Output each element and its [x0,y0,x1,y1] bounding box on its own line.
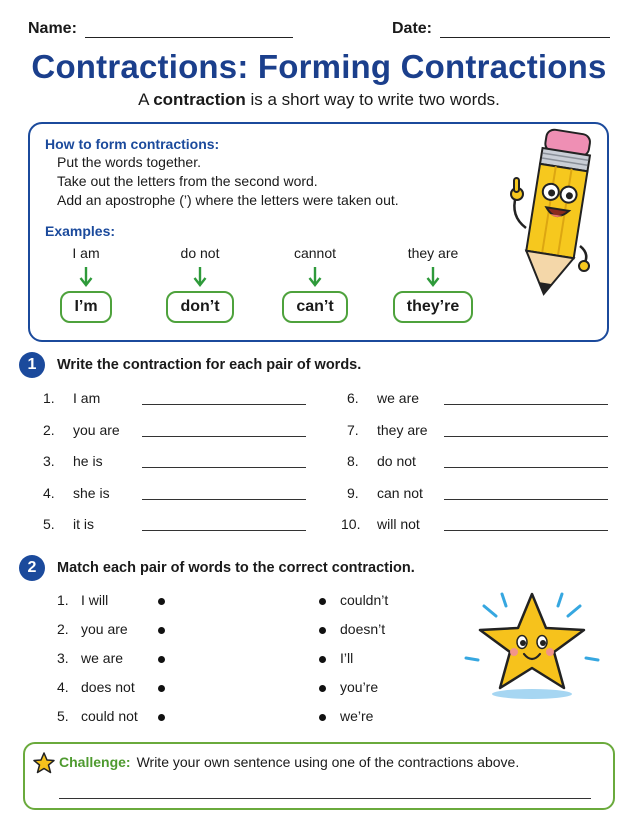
challenge-text [59,754,519,770]
example-words: I am [72,245,100,261]
question-number: 4. [43,485,55,501]
example-contraction: I’m [60,291,111,323]
match-words: I will [81,592,109,608]
question-words: it is [73,516,94,532]
question-words: I am [73,390,101,406]
match-dot-left[interactable] [158,598,165,605]
question-words: he is [73,453,103,469]
question-item [341,515,447,533]
match-words: we are [81,650,124,666]
question-number: 2. [43,422,55,438]
example-contraction: they’re [393,291,473,323]
answer-line[interactable] [444,499,608,500]
down-arrow-icon [426,266,440,288]
how-to-step: Put the words together. [57,154,201,170]
how-to-steps [57,153,399,210]
example-item [36,245,136,323]
example-item [265,245,365,323]
match-number: 1. [57,592,69,608]
date-label: Date: [391,20,432,37]
question-words: will not [377,516,420,532]
how-to-step: Take out the letters from the second word. [57,173,318,189]
challenge-answer-line[interactable] [59,798,591,799]
name-label: Name: [28,20,77,37]
question-number: 3. [43,453,55,469]
subtitle-prefix: A [138,90,154,109]
how-to-title: How to form contractions: [45,136,220,152]
down-arrow-icon [193,266,207,288]
question-number: 7. [347,422,359,438]
question-item [43,389,143,407]
question-words: she is [73,485,110,501]
question-words: do not [377,453,416,469]
question-number: 5. [43,516,55,532]
question-item [43,515,143,533]
match-dot-left[interactable] [158,685,165,692]
question-item [347,389,447,407]
match-dot-right[interactable] [319,627,326,634]
header [28,20,610,42]
question-number: 1. [43,390,55,406]
match-number: 5. [57,708,69,724]
example-contraction: don’t [166,291,233,323]
answer-line[interactable] [142,467,306,468]
page-title: Contractions: Forming Contractions [31,48,607,85]
match-dot-right[interactable] [319,714,326,721]
question-item [347,421,447,439]
question-words: we are [377,390,420,406]
example-words: they are [407,245,459,261]
challenge-star-icon [33,752,55,774]
match-words: does not [81,679,135,695]
match-number: 4. [57,679,69,695]
date-line[interactable] [440,20,610,38]
answer-line[interactable] [444,530,608,531]
subtitle [0,90,638,110]
question-item [43,484,143,502]
answer-line[interactable] [444,436,608,437]
example-contraction: can’t [282,291,347,323]
section-1-title: Write the contraction for each pair of words. [57,357,362,373]
answer-line[interactable] [142,404,306,405]
match-number: 2. [57,621,69,637]
subtitle-suffix: is a short way to write two words. [245,90,500,109]
section-2-badge: 2 [19,555,45,581]
match-dot-right[interactable] [319,656,326,663]
examples-title: Examples: [45,223,116,239]
match-dot-left[interactable] [158,714,165,721]
down-arrow-icon [79,266,93,288]
question-item [43,452,143,470]
match-number: 3. [57,650,69,666]
question-item [347,452,447,470]
question-words: can not [377,485,423,501]
match-right-item: we’re [340,708,374,724]
challenge-label: Challenge: [59,754,131,770]
question-number: 10. [341,516,361,532]
name-line[interactable] [85,20,293,38]
match-dot-right[interactable] [319,685,326,692]
date-field[interactable] [392,20,610,38]
question-words: you are [73,422,120,438]
match-right-item: doesn’t [340,621,386,637]
star-mascot-icon [462,588,602,703]
answer-line[interactable] [142,530,306,531]
question-item [43,421,143,439]
example-words: cannot [293,245,337,261]
match-dot-left[interactable] [158,656,165,663]
question-number: 6. [347,390,359,406]
answer-line[interactable] [444,467,608,468]
match-words: could not [81,708,138,724]
match-right-item: you’re [340,679,379,695]
answer-line[interactable] [142,436,306,437]
question-number: 8. [347,453,359,469]
match-right-item: couldn’t [340,592,389,608]
match-right-item: I’ll [340,650,354,666]
question-words: they are [377,422,428,438]
subtitle-keyword: contraction [153,90,246,109]
example-item [150,245,250,323]
down-arrow-icon [308,266,322,288]
pencil-mascot-icon [500,126,592,306]
challenge-instruction: Write your own sentence using one of the contractions above. [136,754,520,770]
question-number: 9. [347,485,359,501]
answer-line[interactable] [142,499,306,500]
question-item [347,484,447,502]
match-words: you are [81,621,128,637]
section-2-title: Match each pair of words to the correct contraction. [57,560,415,576]
match-dot-right[interactable] [319,598,326,605]
example-item [383,245,483,323]
name-field[interactable] [28,20,293,38]
how-to-step: Add an apostrophe (’) where the letters were taken out. [57,192,399,208]
match-dot-left[interactable] [158,627,165,634]
challenge-box [23,742,615,810]
section-1-badge: 1 [19,352,45,378]
answer-line[interactable] [444,404,608,405]
example-words: do not [180,245,220,261]
